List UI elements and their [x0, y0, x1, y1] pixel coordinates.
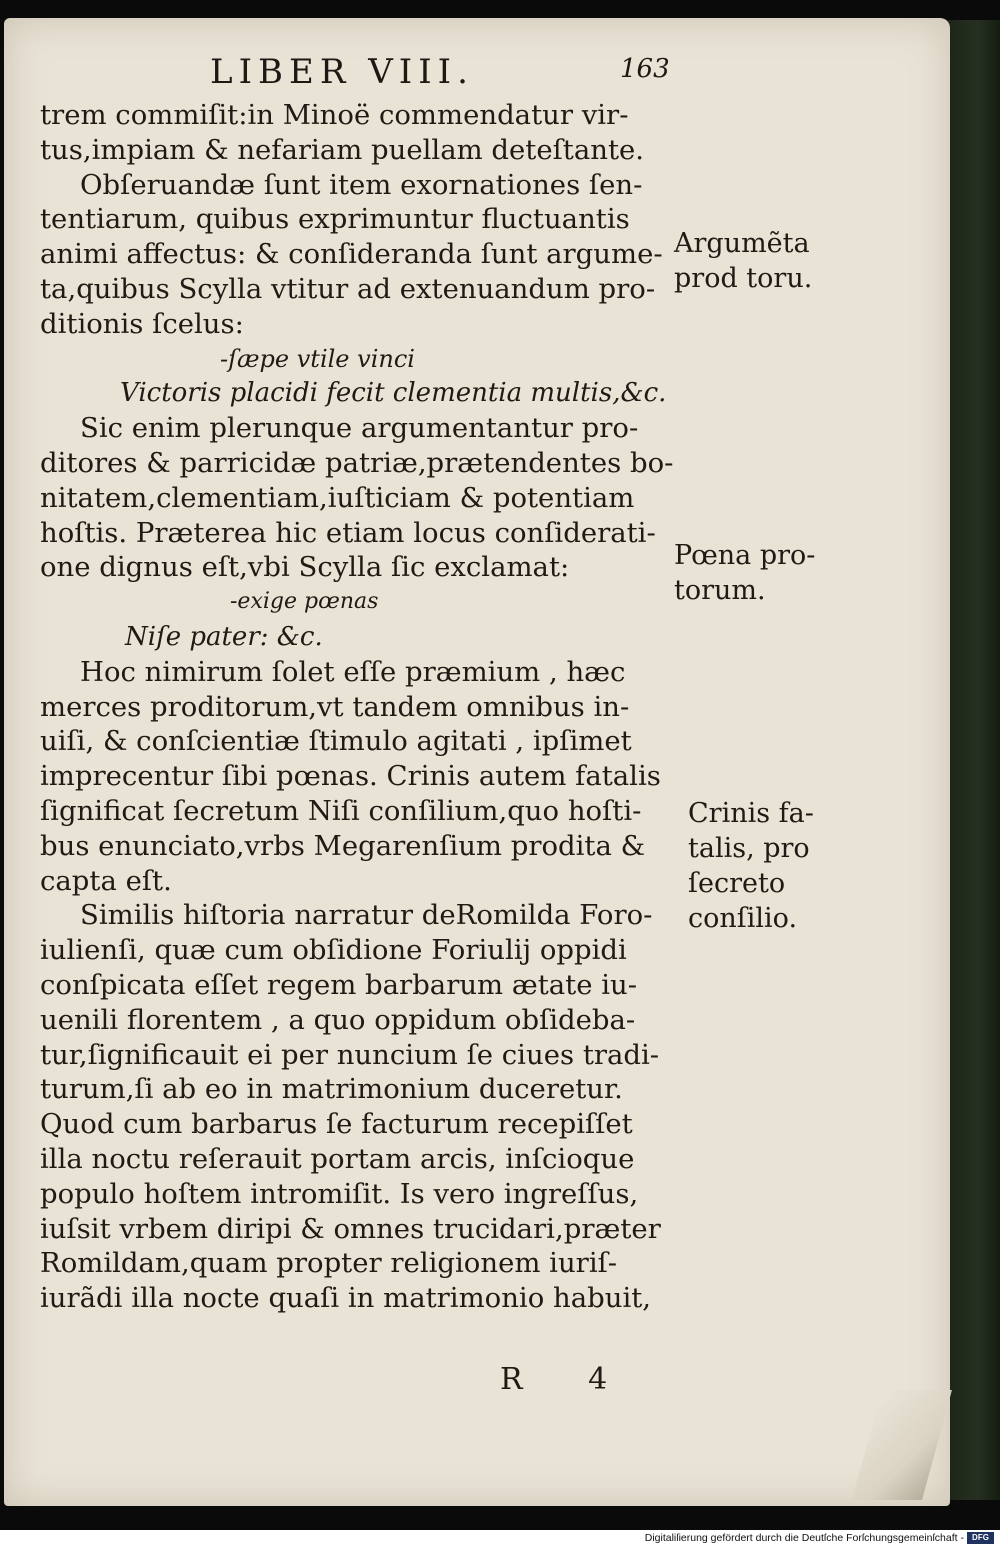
text-line: Sic enim plerunque argumentantur pro-: [80, 412, 639, 445]
marginal-note-line: Argumẽta: [674, 228, 810, 259]
text-line: ſignificat ſecretum Niſi conſilium,quo hoſti-: [40, 794, 642, 827]
body-text: [40, 98, 680, 1316]
text-line: merces proditorum,vt tandem omnibus in-: [40, 690, 630, 723]
text-line: iurãdi illa nocte quaſi in matrimonio habuit,: [40, 1282, 652, 1315]
funding-credit: Digitaliſierung gefördert durch die Deutſche Forſchungsgemeinſchaft -: [644, 1532, 964, 1544]
verse-line: Victoris placidi fecit clementia multis,&c.: [120, 378, 667, 409]
marginal-note-arguments: [674, 226, 834, 296]
verse-line: -exige pœnas: [230, 589, 379, 615]
text-line: uenili florentem , a quo oppidum obſideba-: [40, 1003, 636, 1036]
text-line: trem commiſit:in Minoë commendatur vir-: [40, 99, 629, 131]
text-line: turum,ſi ab eo in matrimonium duceretur.: [40, 1073, 623, 1106]
text-line: conſpicata eſſet regem barbarum ætate iu-: [40, 968, 638, 1001]
text-line: Obſeruandæ ſunt item exornationes ſen-: [80, 168, 643, 201]
text-line: hoſtis. Præterea hic etiam locus conſiderati-: [40, 516, 656, 549]
verse-line: -ſæpe vtile vinci: [220, 344, 415, 373]
text-line: nitatem,clementiam,iuſticiam & potentiam: [40, 481, 635, 514]
text-line: capta eſt.: [40, 864, 172, 897]
text-line: iuſsit vrbem diripi & omnes trucidari,præter: [40, 1212, 661, 1245]
signature-mark: R 4: [500, 1362, 636, 1397]
text-line: tentiarum, quibus exprimuntur fluctuantis: [40, 203, 630, 236]
text-line: tur,ſignificauit ei per nuncium ſe ciues tradi-: [40, 1038, 660, 1071]
text-line: tus,impiam & nefariam puellam deteſtante.: [40, 133, 645, 166]
text-line: illa noctu reſerauit portam arcis, inſcioque: [40, 1142, 635, 1175]
text-line: Similis hiſtoria narratur deRomilda Foro-: [80, 899, 653, 932]
marginal-note-fatal-lock: [688, 796, 848, 936]
text-line: animi affectus: & conſideranda ſunt argume-: [40, 238, 663, 271]
marginal-note-line: talis, pro: [688, 833, 810, 864]
marginal-note-punishment: [674, 538, 834, 608]
text-line: ta,quibus Scylla vtitur ad extenuandum pro-: [40, 272, 656, 305]
page-header: [210, 52, 670, 92]
text-line: imprecentur ſibi pœnas. Crinis autem fatalis: [40, 760, 661, 793]
marginal-note-line: conſilio.: [688, 903, 798, 934]
marginal-note-line: torum.: [674, 575, 766, 606]
marginal-note-line: Crinis fa-: [688, 798, 814, 829]
text-line: uiſi, & conſcientiæ ſtimulo agitati , ipſimet: [40, 725, 632, 758]
text-line: Romildam,quam propter religionem iuriſ-: [40, 1247, 618, 1280]
running-head: LIBER VIII.: [210, 52, 474, 92]
text-line: ditionis ſcelus:: [40, 307, 244, 340]
text-line: Hoc nimirum ſolet eſſe præmium , hæc: [80, 655, 626, 688]
book-edge: [944, 20, 1000, 1500]
text-line: ditores & parricidæ patriæ,prætendentes bo-: [40, 446, 674, 479]
marginal-note-line: ſecreto: [688, 868, 786, 899]
dfg-logo: DFG: [967, 1532, 994, 1544]
verse-line: Niſe pater: &c.: [125, 621, 323, 652]
page-number: 163: [620, 54, 670, 84]
marginal-note-line: Pœna pro-: [674, 540, 816, 571]
text-line: iulienſi, quæ cum obſidione Foriulij oppidi: [40, 934, 627, 967]
text-line: populo hoſtem intromiſit. Is vero ingreſſus,: [40, 1177, 639, 1210]
marginal-note-line: prod toru.: [674, 263, 813, 294]
text-line: one dignus eſt,vbi Scylla ſic exclamat:: [40, 551, 570, 584]
text-line: Quod cum barbarus ſe facturum recepiſſet: [40, 1108, 633, 1141]
text-line: bus enunciato,vrbs Megarenſium prodita &: [40, 829, 646, 862]
